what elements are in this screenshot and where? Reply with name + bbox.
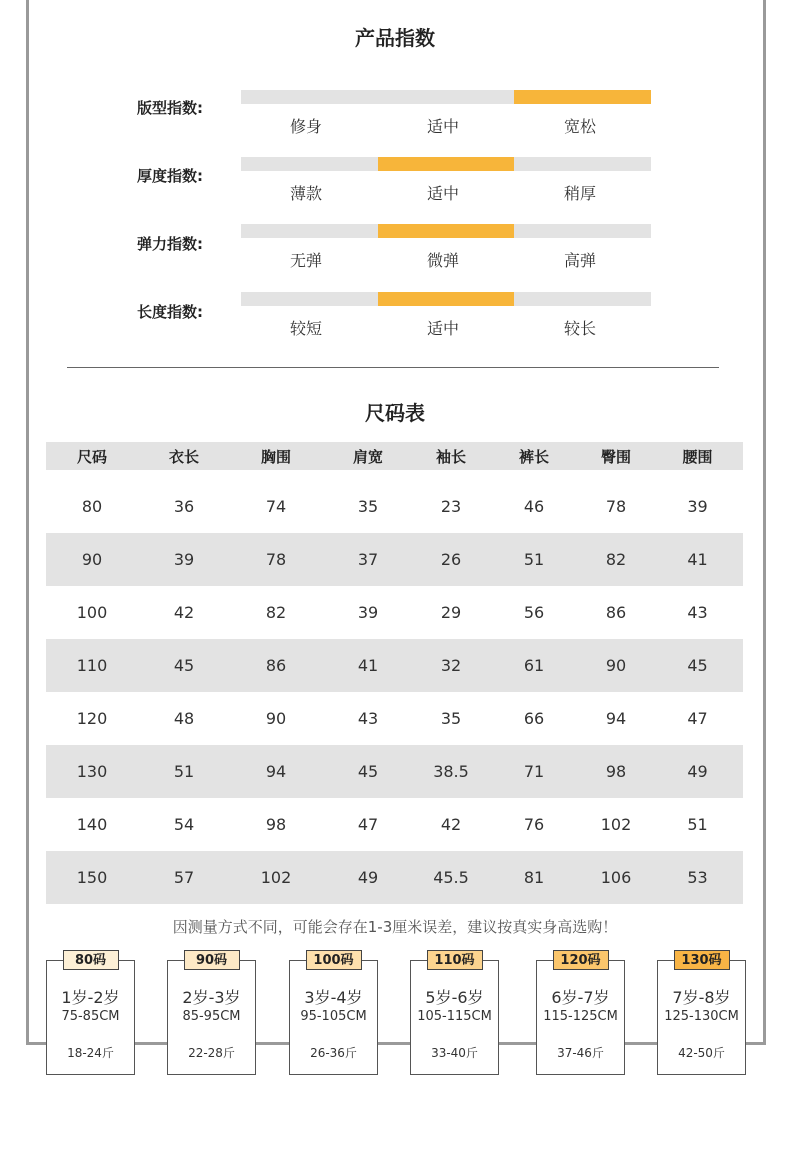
table-cell: 49 xyxy=(322,851,414,904)
frame-bottom-border xyxy=(26,1042,766,1045)
table-cell: 26 xyxy=(414,533,488,586)
table-cell: 106 xyxy=(580,851,652,904)
weight-range: 26-36斤 xyxy=(310,1046,357,1060)
table-cell: 41 xyxy=(652,533,743,586)
table-cell: 86 xyxy=(580,586,652,639)
size-badge: 110码 xyxy=(427,950,483,970)
size-card xyxy=(536,953,625,1075)
table-row xyxy=(46,639,743,692)
table-cell: 102 xyxy=(580,798,652,851)
section-divider xyxy=(67,367,719,368)
size-card xyxy=(167,953,256,1075)
table-row xyxy=(46,533,743,586)
size-table-header-cell: 胸围 xyxy=(230,442,322,470)
table-cell: 37 xyxy=(322,533,414,586)
size-badge: 100码 xyxy=(306,950,362,970)
index-option: 微弹 xyxy=(426,251,459,270)
size-table-header-cell: 腰围 xyxy=(652,442,743,470)
table-cell: 45 xyxy=(652,639,743,692)
index-option: 修身 xyxy=(289,117,322,136)
frame-right-border xyxy=(763,0,766,1045)
size-badge: 80码 xyxy=(63,950,119,970)
size-table xyxy=(46,442,743,904)
size-card xyxy=(410,953,499,1075)
table-cell: 86 xyxy=(230,639,322,692)
height-range: 75-85CM xyxy=(61,1009,120,1024)
table-cell: 42 xyxy=(414,798,488,851)
table-cell: 130 xyxy=(46,745,138,798)
size-table-header-cell: 臀围 xyxy=(580,442,652,470)
frame-left-border xyxy=(26,0,29,1045)
index-bar xyxy=(241,224,651,238)
table-cell: 35 xyxy=(414,692,488,745)
table-cell: 98 xyxy=(230,798,322,851)
index-bar xyxy=(241,157,651,171)
age-range: 2岁-3岁 xyxy=(182,988,241,1007)
weight-range: 42-50斤 xyxy=(678,1046,725,1060)
table-cell: 120 xyxy=(46,692,138,745)
size-table-header-cell: 衣长 xyxy=(138,442,230,470)
size-badge: 120码 xyxy=(553,950,609,970)
table-cell: 82 xyxy=(580,533,652,586)
table-cell: 45.5 xyxy=(414,851,488,904)
weight-range: 22-28斤 xyxy=(188,1046,235,1060)
table-cell: 39 xyxy=(138,533,230,586)
table-cell: 66 xyxy=(488,692,580,745)
table-cell: 32 xyxy=(414,639,488,692)
height-range: 105-115CM xyxy=(417,1009,492,1024)
index-option: 稍厚 xyxy=(563,184,596,203)
table-row xyxy=(46,745,743,798)
index-label: 厚度指数: xyxy=(137,167,203,185)
table-cell: 80 xyxy=(46,480,138,533)
table-cell: 51 xyxy=(652,798,743,851)
table-cell: 51 xyxy=(488,533,580,586)
table-cell: 47 xyxy=(652,692,743,745)
table-row xyxy=(46,798,743,851)
size-badge: 90码 xyxy=(184,950,240,970)
size-chart-title: 尺码表 xyxy=(365,401,425,425)
table-cell: 43 xyxy=(652,586,743,639)
table-cell: 71 xyxy=(488,745,580,798)
table-row xyxy=(46,586,743,639)
size-table-header-cell: 尺码 xyxy=(46,442,138,470)
size-table-header-cell: 肩宽 xyxy=(322,442,414,470)
table-cell: 94 xyxy=(580,692,652,745)
table-cell: 42 xyxy=(138,586,230,639)
index-bar xyxy=(241,292,651,306)
table-cell: 23 xyxy=(414,480,488,533)
index-option: 适中 xyxy=(426,117,459,136)
index-bar-fill xyxy=(514,90,651,104)
size-table-header-cell: 袖长 xyxy=(414,442,488,470)
table-cell: 54 xyxy=(138,798,230,851)
table-cell: 48 xyxy=(138,692,230,745)
table-cell: 41 xyxy=(322,639,414,692)
table-row xyxy=(46,851,743,904)
table-cell: 49 xyxy=(652,745,743,798)
age-range: 3岁-4岁 xyxy=(304,988,363,1007)
age-range: 5岁-6岁 xyxy=(425,988,484,1007)
index-option: 宽松 xyxy=(563,117,596,136)
table-cell: 90 xyxy=(580,639,652,692)
table-cell: 39 xyxy=(652,480,743,533)
table-cell: 140 xyxy=(46,798,138,851)
size-card xyxy=(46,953,135,1075)
table-cell: 110 xyxy=(46,639,138,692)
age-range: 7岁-8岁 xyxy=(672,988,731,1007)
table-cell: 29 xyxy=(414,586,488,639)
index-label: 弹力指数: xyxy=(137,235,203,253)
table-cell: 90 xyxy=(230,692,322,745)
table-cell: 45 xyxy=(138,639,230,692)
index-bar-fill xyxy=(378,292,515,306)
size-table-header xyxy=(46,442,743,470)
table-row xyxy=(46,480,743,533)
index-option: 较短 xyxy=(289,319,322,338)
table-cell: 57 xyxy=(138,851,230,904)
table-cell: 102 xyxy=(230,851,322,904)
age-range: 6岁-7岁 xyxy=(551,988,610,1007)
size-card xyxy=(289,953,378,1075)
table-cell: 150 xyxy=(46,851,138,904)
size-table-header-cell: 裤长 xyxy=(488,442,580,470)
table-cell: 46 xyxy=(488,480,580,533)
table-cell: 47 xyxy=(322,798,414,851)
table-cell: 61 xyxy=(488,639,580,692)
index-label: 长度指数: xyxy=(137,303,203,321)
table-cell: 36 xyxy=(138,480,230,533)
table-cell: 100 xyxy=(46,586,138,639)
index-option: 较长 xyxy=(563,319,596,338)
height-range: 95-105CM xyxy=(300,1009,367,1024)
table-cell: 53 xyxy=(652,851,743,904)
size-card xyxy=(657,953,746,1075)
table-cell: 98 xyxy=(580,745,652,798)
table-cell: 81 xyxy=(488,851,580,904)
table-cell: 35 xyxy=(322,480,414,533)
table-row xyxy=(46,692,743,745)
table-cell: 76 xyxy=(488,798,580,851)
index-option: 高弹 xyxy=(563,251,596,270)
table-cell: 74 xyxy=(230,480,322,533)
index-label: 版型指数: xyxy=(137,99,203,117)
index-bar-fill xyxy=(378,157,515,171)
height-range: 125-130CM xyxy=(664,1009,739,1024)
table-spacer-cell xyxy=(46,470,743,480)
table-cell: 39 xyxy=(322,586,414,639)
index-bar-fill xyxy=(378,224,515,238)
weight-range: 37-46斤 xyxy=(557,1046,604,1060)
table-cell: 94 xyxy=(230,745,322,798)
index-option: 适中 xyxy=(426,184,459,203)
table-cell: 78 xyxy=(580,480,652,533)
table-cell: 78 xyxy=(230,533,322,586)
table-cell: 51 xyxy=(138,745,230,798)
weight-range: 33-40斤 xyxy=(431,1046,478,1060)
height-range: 115-125CM xyxy=(543,1009,618,1024)
table-cell: 43 xyxy=(322,692,414,745)
table-cell: 38.5 xyxy=(414,745,488,798)
table-cell: 56 xyxy=(488,586,580,639)
index-option: 无弹 xyxy=(289,251,322,270)
table-cell: 82 xyxy=(230,586,322,639)
index-option: 适中 xyxy=(426,319,459,338)
index-option: 薄款 xyxy=(289,184,322,203)
measurement-note: 因测量方式不同，可能会存在1-3厘米误差，建议按真实身高选购！ xyxy=(172,918,618,936)
index-bar xyxy=(241,90,651,104)
table-spacer xyxy=(46,470,743,480)
size-badge: 130码 xyxy=(674,950,730,970)
age-range: 1岁-2岁 xyxy=(61,988,120,1007)
weight-range: 18-24斤 xyxy=(67,1046,114,1060)
product-index-title: 产品指数 xyxy=(355,26,435,50)
height-range: 85-95CM xyxy=(182,1009,241,1024)
table-cell: 45 xyxy=(322,745,414,798)
table-cell: 90 xyxy=(46,533,138,586)
